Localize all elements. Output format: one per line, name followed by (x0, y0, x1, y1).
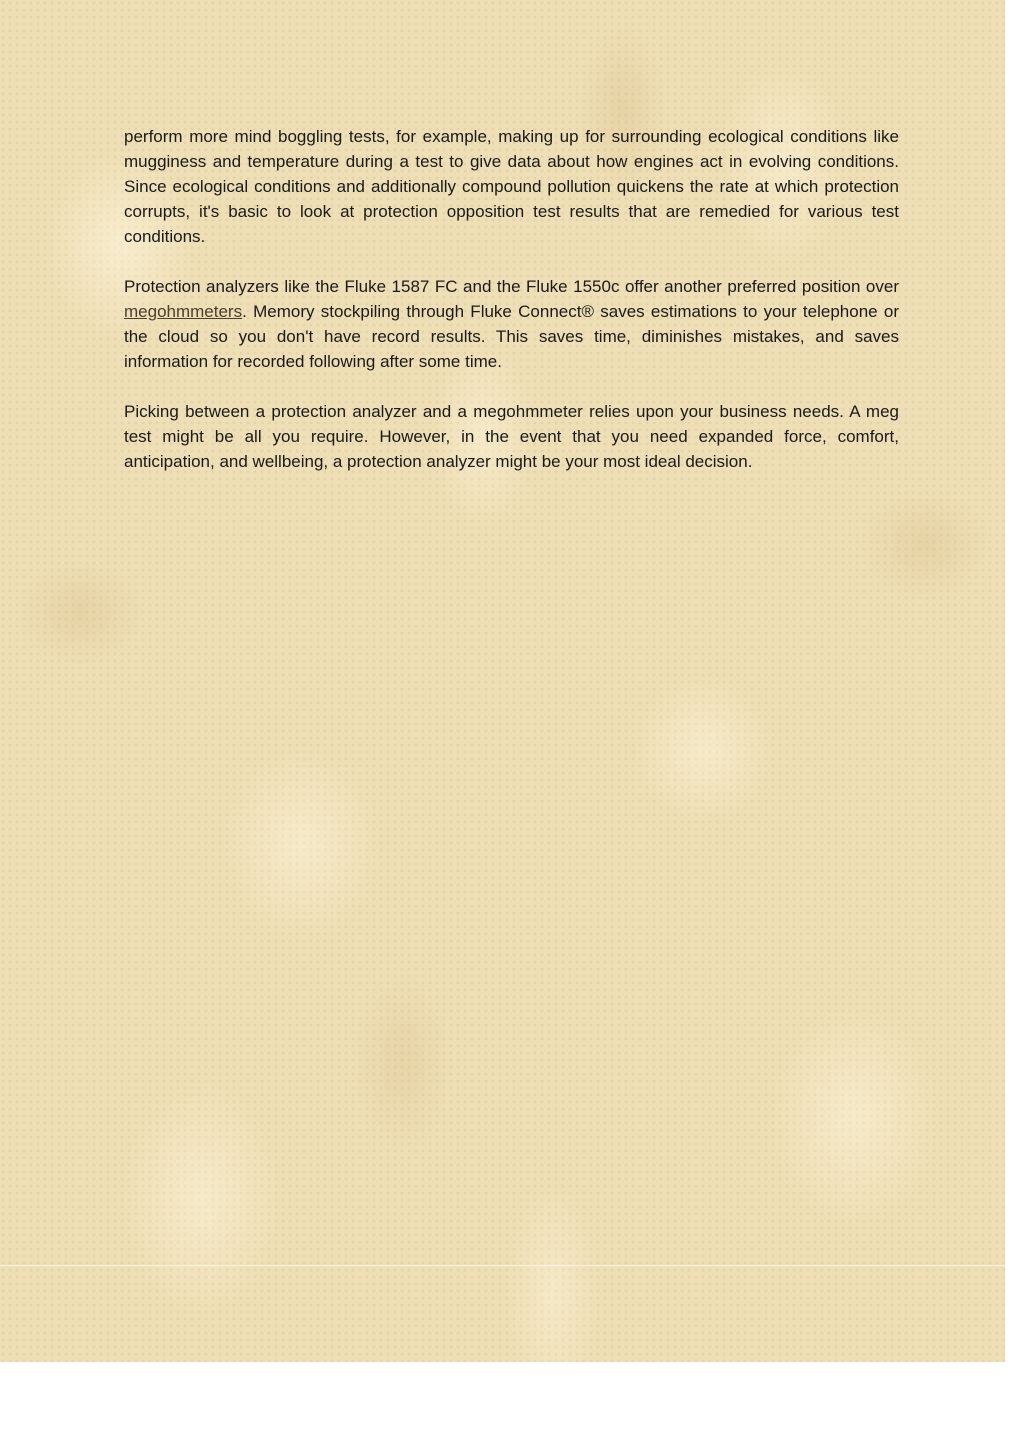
paragraph-1: perform more mind boggling tests, for example, making up for surrounding ecological conditions like mugginess and temperature during a test to give data about how engines act in evolving conditions. Since ecological conditions and additionally compound pollution quickens the rate at which protection corrupts, it's basic to look at protection opposition test results that are remedied for various test conditions. (124, 127, 899, 246)
document-body (124, 124, 899, 499)
paragraph-2-text-before: Protection analyzers like the Fluke 1587 FC and the Fluke 1550c offer another preferred position over (124, 277, 899, 296)
page-seam (0, 1265, 1005, 1266)
paragraph-2 (124, 274, 899, 374)
paragraph-2-text-after: . Memory stockpiling through Fluke Connect® saves estimations to your telephone or the cloud so you don't have record results. This saves time, diminishes mistakes, and saves information for recorded following after some time. (124, 302, 899, 371)
megohmmeters-link[interactable]: megohmmeters (124, 302, 243, 321)
paragraph-3: Picking between a protection analyzer and a megohmmeter relies upon your business needs. A meg test might be all you require. However, in the event that you need expanded force, comfort, anticipation, and wellbeing, a protection analyzer might be your most ideal decision. (124, 402, 899, 471)
